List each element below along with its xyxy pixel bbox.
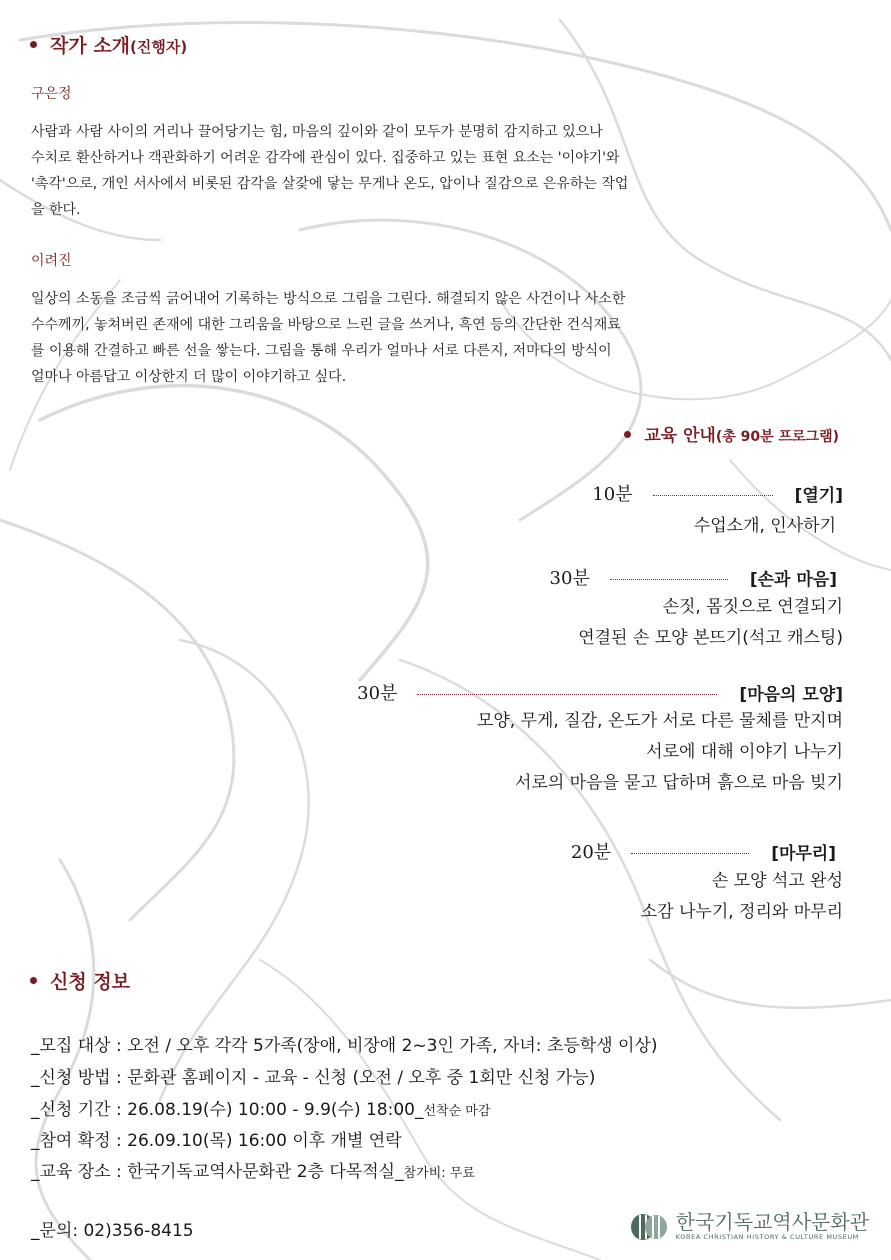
bio-line: 일상의 소동을 조금씩 긁어내어 기록하는 방식으로 그림을 그린다. 해결되지 않은 사건이나 사소한: [31, 291, 626, 307]
program-description: [477, 706, 843, 799]
bio-line: 를 이용해 간결하고 빠른 선을 쌓는다. 그림을 통해 우리가 얼마나 서로 다른지, 저마다의 방식이: [31, 343, 612, 359]
program-description: [694, 511, 836, 542]
info-text: _모집 대상 : 오전 / 오후 각각 5가족(장애, 비장애 2~3인 가족, 자녀: 초등학생 이상): [31, 1036, 658, 1056]
bullet-icon: [30, 41, 37, 48]
program-line: 손짓, 몸짓으로 연결되기: [662, 597, 843, 617]
program-line: 모양, 무게, 질감, 온도가 서로 다른 물체를 만지며: [476, 711, 843, 731]
info-text: _신청 방법 : 문화관 홈페이지 - 교육 - 신청 (오전 / 오후 중 1회만 신청 가능): [31, 1068, 596, 1088]
artist-bio: [31, 286, 625, 390]
museum-logo: [630, 1211, 869, 1241]
artists-subtitle: (진행자): [130, 38, 188, 56]
bio-line: 을 한다.: [31, 202, 81, 218]
bio-line: 얼마나 아름답고 이상한지 더 많이 이야기하고 싶다.: [31, 369, 347, 385]
program-title: [손과 마음]: [749, 569, 837, 590]
museum-emblem-icon: [630, 1212, 668, 1240]
bio-line: '촉각'으로, 개인 서사에서 비롯된 감각을 살갗에 닿는 무게나 온도, 압이나 질감으로 은유하는 작업: [31, 176, 629, 192]
program-title: [마무리]: [771, 843, 836, 864]
program-description: [641, 866, 843, 928]
museum-logo-text: [676, 1211, 869, 1241]
bullet-icon: [624, 431, 631, 438]
program-time: 10분: [592, 484, 633, 505]
bio-line: 수수께끼, 놓쳐버린 존재에 대한 그리움을 바탕으로 느린 글을 쓰거나, 흑연 등의 간단한 건식재료: [31, 317, 621, 333]
dotted-leader: [631, 853, 749, 854]
artists-section-title: [30, 31, 187, 58]
program-title: [열기]: [794, 485, 843, 506]
program-line: 소감 나누기, 정리와 마무리: [640, 902, 843, 922]
program-time: 30분: [357, 683, 398, 704]
info-text: _교육 장소 : 한국기독교역사문화관 2층 다목적실_: [31, 1162, 404, 1182]
artist-bio: [31, 119, 628, 223]
application-info-line: [31, 1126, 402, 1151]
program-subtitle: (총 90분 프로그램): [715, 429, 839, 445]
program-item-header: [592, 480, 843, 506]
info-note: 선착순 마감: [423, 1104, 491, 1119]
program-line: 손 모양 석고 완성: [711, 871, 843, 891]
dotted-leader: [653, 495, 773, 496]
application-title-text: 신청 정보: [50, 971, 131, 993]
application-info-line: [31, 1031, 658, 1056]
program-description: [578, 592, 843, 654]
dotted-leader: [417, 694, 717, 695]
program-item-header: [357, 679, 843, 705]
program-item-header: [550, 564, 837, 590]
bio-line: 수치로 환산하거나 객관화하기 어려운 감각에 관심이 있다. 집중하고 있는 표현 요소는 '이야기'와: [31, 150, 620, 166]
application-info-line: [31, 1095, 490, 1120]
program-line: 수업소개, 인사하기: [693, 516, 836, 536]
info-text: _신청 기간 : 26.08.19(수) 10:00 - 9.9(수) 18:00_: [31, 1100, 424, 1120]
program-title-text: 교육 안내: [644, 426, 716, 446]
dotted-leader: [610, 579, 728, 580]
program-line: 서로의 마음을 묻고 답하며 흙으로 마음 빚기: [514, 773, 843, 793]
program-item-header: [571, 838, 836, 864]
artist-name: 이려진: [31, 253, 72, 269]
artists-title-text: 작가 소개: [50, 35, 131, 57]
artist-name: 구은정: [31, 86, 72, 102]
program-line: 서로에 대해 이야기 나누기: [646, 742, 843, 762]
program-section-title: [624, 421, 839, 446]
application-info-line: [31, 1157, 475, 1182]
program-time: 20분: [570, 842, 612, 863]
bio-line: 사람과 사람 사이의 거리나 끌어당기는 힘, 마음의 깊이와 같이 모두가 분명히 감지하고 있으나: [31, 124, 603, 140]
info-text: _참여 확정 : 26.09.10(목) 16:00 이후 개별 연락: [31, 1131, 402, 1151]
application-info-line: [31, 1063, 595, 1088]
program-line: 연결된 손 모양 본뜨기(석고 캐스팅): [578, 628, 843, 648]
program-time: 30분: [549, 568, 590, 589]
program-title: [마음의 모양]: [739, 684, 843, 705]
info-note: 참가비: 무료: [403, 1166, 475, 1181]
contact-line: _문의: 02)356-8415: [31, 1221, 194, 1241]
museum-name-en: KOREA CHRISTIAN HISTORY & CULTURE MUSEUM: [675, 1233, 859, 1241]
bullet-icon: [30, 977, 37, 984]
museum-name-kr: 한국기독교역사문화관: [675, 1210, 869, 1234]
application-section-title: [30, 967, 130, 994]
